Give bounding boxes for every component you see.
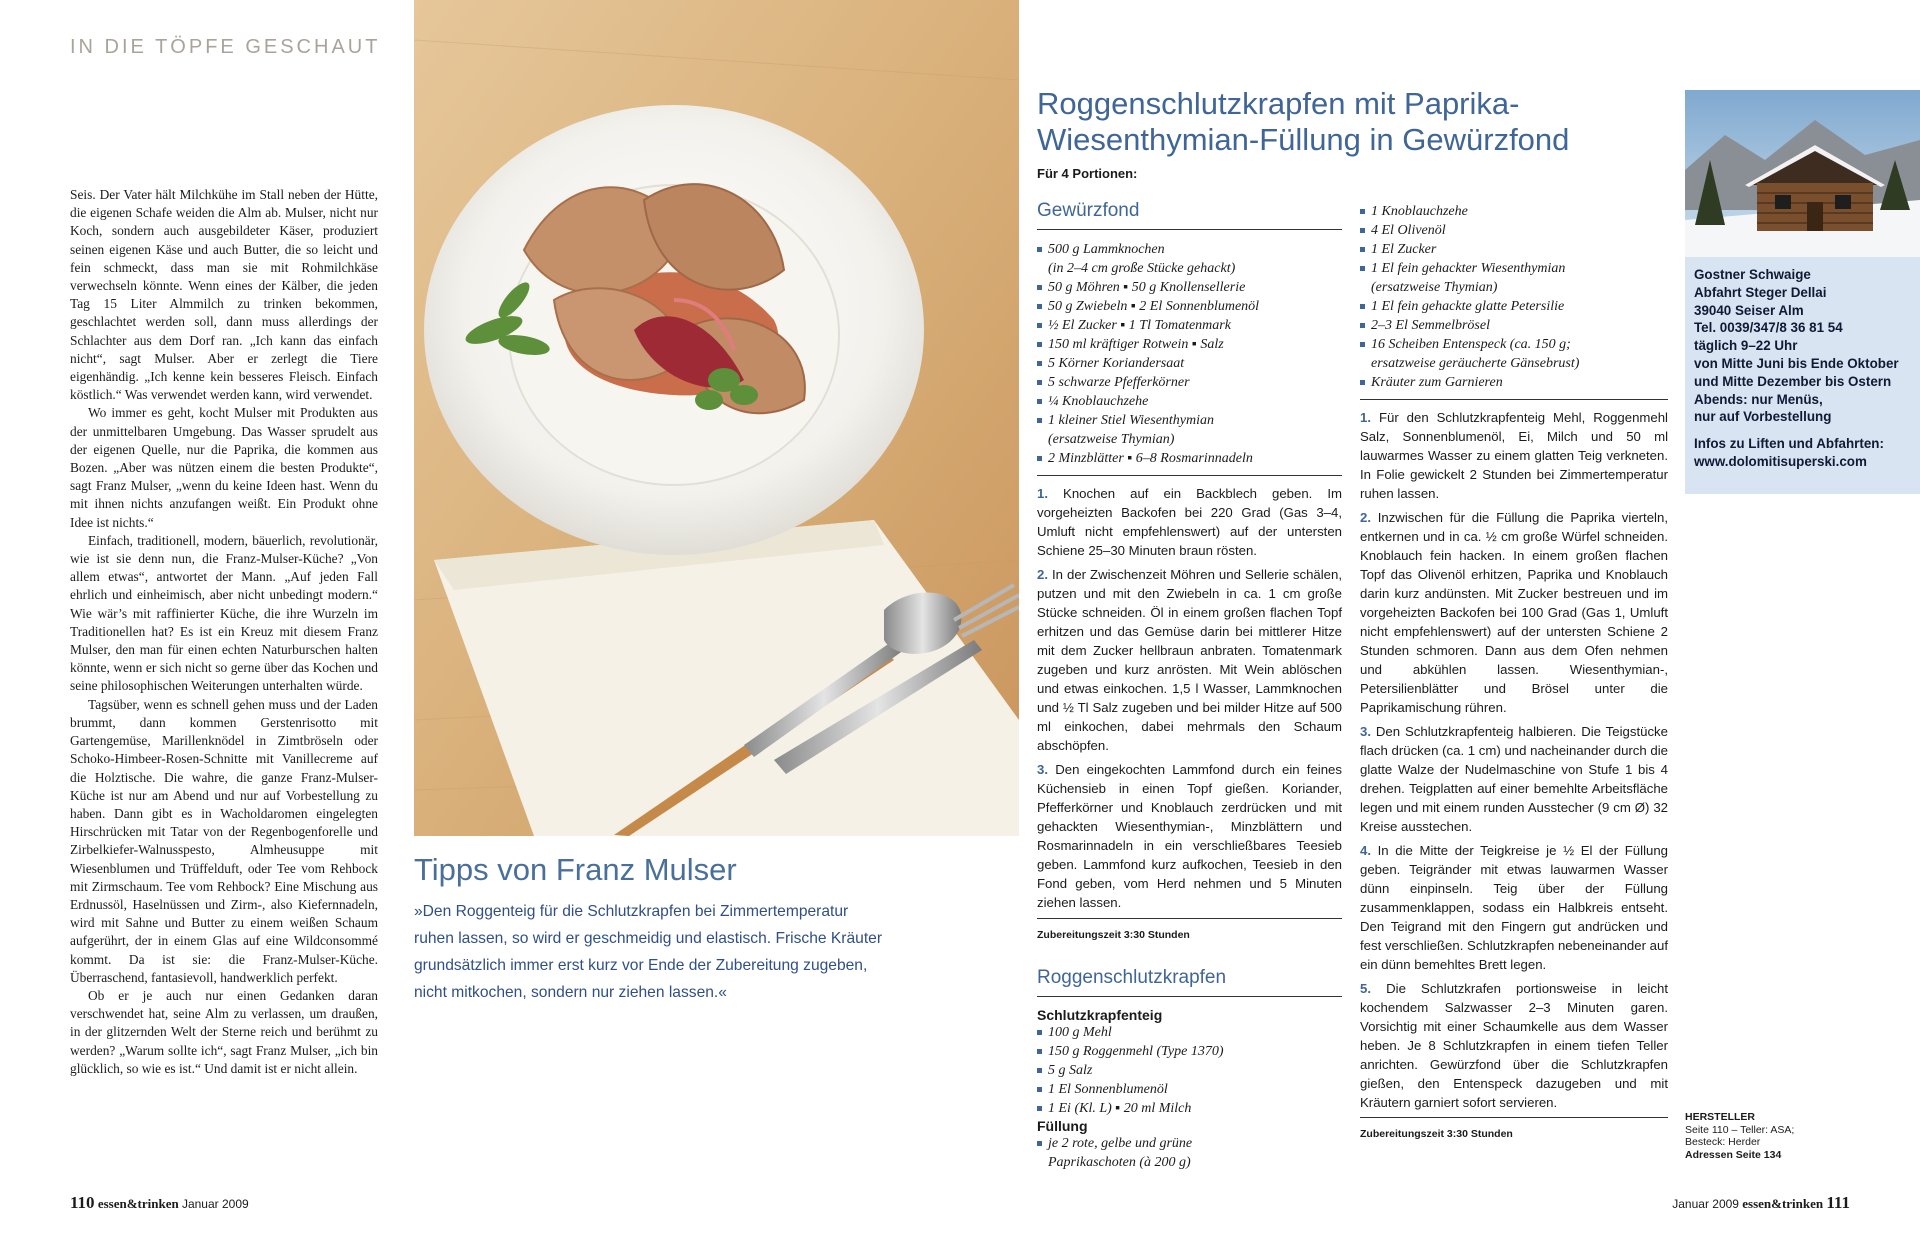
ingredient: 50 g Möhren ▪ 50 g Knollensellerie <box>1037 278 1342 297</box>
info-line: nur auf Vorbestellung <box>1694 409 1832 425</box>
step-number: 2. <box>1037 567 1048 582</box>
divider <box>1037 918 1342 919</box>
ingredient: 1 Ei (Kl. L) ▪ 20 ml Milch <box>1037 1099 1342 1118</box>
info-line: Abfahrt Steger Dellai <box>1694 284 1827 300</box>
credits-line: Besteck: Herder <box>1685 1136 1761 1149</box>
step-text: Die Schlutzkrafen portionsweise in leicht kochendem Salzwasser 2–3 Minuten garen. Vorsichtig mit einer Schaumkelle aus dem Wasser heben. Je 8 Schlutzkrapfen in einem tiefen Teller anrichten. Gewürzfond über die Schlutzkrapfen gießen, den Entenspeck dazugeben und mit Kräutern garniert sofort servieren. <box>1360 981 1668 1110</box>
fond-heading: Gewürzfond <box>1037 200 1140 221</box>
issue-date: Januar 2009 <box>1672 1197 1739 1211</box>
step-text: Den eingekochten Lammfond durch ein feines Küchensieb in einen Topf gießen. Koriander, Pfefferkörner und Knoblauch zerdrücken und mit gehackten Wiesenthymian-, Minzblättern und Rosmarinnadeln in ein verschließbares Teesieb geben. Lammfond kurz aufkochen, Teesieb in den Fond geben, vom Herd nehmen und 5 Minuten ziehen lassen. <box>1037 762 1342 910</box>
step-number: 1. <box>1037 486 1048 501</box>
step <box>1360 979 1668 1112</box>
teig-label: Schlutzkrapfenteig <box>1037 1007 1163 1023</box>
fond-column <box>1037 200 1342 1172</box>
ingredient: 2 Minzblätter ▪ 6–8 Rosmarinnadeln <box>1037 449 1342 468</box>
divider <box>1360 399 1668 400</box>
links-url[interactable]: www.dolomitisuperski.com <box>1694 453 1867 469</box>
recipe-title-line: Roggenschlutzkrapfen mit Paprika- <box>1037 86 1520 121</box>
ingredient: je 2 rote, gelbe und grüne <box>1037 1134 1342 1153</box>
location-info <box>1694 266 1914 471</box>
ingredient: (ersatzweise Thymian) <box>1048 432 1175 447</box>
step-number: 2. <box>1360 510 1371 525</box>
ingredient: 16 Scheiben Entenspeck (ca. 150 g; <box>1360 335 1668 354</box>
tips-quote: »Den Roggenteig für die Schlutzkrapfen bei Zimmertemperatur ruhen lassen, so wird er geschmeidig und elastisch. Frische Kräuter grundsätzlich immer erst kurz vor Ende der Zubereitung zugeben, nicht mitkochen, sondern nur ziehen lassen.« <box>414 903 883 1001</box>
ingredient: ½ El Zucker ▪ 1 Tl Tomatenmark <box>1037 316 1342 335</box>
ingredient: 5 g Salz <box>1037 1061 1342 1080</box>
info-line: täglich 9–22 Uhr <box>1694 338 1798 354</box>
step-number: 3. <box>1360 724 1371 739</box>
story-paragraph: Seis. Der Vater hält Milchkühe im Stall neben der Hütte, die eigenen Schafe weiden die Alm ab. Mulser, nicht nur Koch, sondern auch ausgebildeter Käser, produziert seinen eigenen Käse und auch Butter, die so leicht und fein schmeckt, dass man sie mit Rohmilchkäse verwechseln könnte. Wenn eines der Kälber, die jeden Tag 15 Liter Almmilch zu trinken bekommen, geschlachtet werden soll, dann muss allerdings der Schlachter aus dem Dorf ran. „Ich kann das einfach nicht“, sagt Mulser. Aber er zerlegt die Tiere eigenhändig. „Ich kenne kein besseres Fleisch. Einfach köstlich.“ Was verwendet werden kann, wird verwendet. <box>70 187 378 403</box>
step-number: 5. <box>1360 981 1371 996</box>
ingredient: 5 Körner Koriandersaat <box>1037 354 1342 373</box>
ingredient: 2–3 El Semmelbrösel <box>1360 316 1668 335</box>
recipe-title-line: Wiesenthymian-Füllung in Gewürzfond <box>1037 122 1570 157</box>
step <box>1037 760 1342 912</box>
dish-photo <box>414 0 1019 836</box>
credits-line: Adressen Seite 134 <box>1685 1148 1782 1161</box>
fond-steps <box>1037 484 1342 912</box>
ingredient: 150 ml kräftiger Rotwein ▪ Salz <box>1037 335 1342 354</box>
ingredient: 50 g Zwiebeln ▪ 2 El Sonnenblumenöl <box>1037 297 1342 316</box>
fuellung-ingredient-list <box>1037 1134 1342 1172</box>
links-label: Infos zu Liften und Abfahrten: <box>1694 436 1884 452</box>
magazine-name: essen&trinken <box>1742 1196 1824 1211</box>
ingredient: 1 Knoblauchzehe <box>1360 202 1668 221</box>
credits-line: Seite 110 – Teller: ASA; <box>1685 1123 1795 1136</box>
ingredient: 4 El Olivenöl <box>1360 221 1668 240</box>
ingredient: 500 g Lammknochen <box>1037 240 1342 259</box>
step-text: In die Mitte der Teigkreise je ½ El der Füllung geben. Teigränder mit etwas lauwarmen Wasser dünn einpinseln. Teig über der Füllung zusammenklappen, sodass ein Halbkreis entseht. Den Teigrand mit den Fingern gut andrücken und fest verschließen. Schlutzkrapfen nebeneinander auf ein dünn bemehltes Brett legen. <box>1360 843 1668 972</box>
step-text: Den Schlutzkrapfenteig halbieren. Die Teigstücke flach drücken (ca. 1 cm) und nacheinander durch die glatte Walze der Nudelmaschine von Stufe 1 bis 4 drehen. Teigplatten auf einer bemehlte Arbeitsfläche legen und mit einem runden Ausstecher (9 cm Ø) 32 Kreise ausstechen. <box>1360 724 1668 834</box>
credits-label: HERSTELLER <box>1685 1111 1756 1123</box>
story-text <box>70 186 378 1078</box>
step-number: 3. <box>1037 762 1048 777</box>
tips-title: Tipps von Franz Mulser <box>414 852 737 887</box>
step <box>1360 508 1668 717</box>
divider <box>1360 1117 1668 1118</box>
ingredient: 5 schwarze Pfefferkörner <box>1037 373 1342 392</box>
info-line: 39040 Seiser Alm <box>1694 302 1804 318</box>
fond-ingredient-list <box>1037 240 1342 468</box>
info-line: Gostner Schwaige <box>1694 267 1811 282</box>
story-paragraph: Ob er je auch nur einen Gedanken daran verschwendet hat, seine Alm zu verlassen, um draußen, in der glitzernden Welt der Sterne reich und berühmt zu werden? „Warum sollte ich“, sagt Franz Mulser, „ich bin glücklich, so wie es ist.“ Und damit ist er nicht allein. <box>70 987 378 1076</box>
story-paragraph: Tagsüber, wenn es schnell gehen muss und der Laden brummt, dann kommen Gerstenrisotto mit Gartengemüse, Marillenknödel in Zimtbröseln oder Schoko-Himbeer-Rosen-Schnitte mit Vanillecreme auf die Holztische. Die wahre, die ganze Franz-Mulser-Küche ist nur am Abend und nur auf Vorbestellung zu haben. Dann gibt es in Wacholdaromen eingelegten Hirschrücken mit Tatar von der Regenbogenforelle und Zirbelkiefer-Walnusspesto, Almheusuppe mit Wiesenblumen und Trüffelduft, oder Tee vom Rehbock mit Zirmschaum. Tee vom Rehbock? Eine Mischung aus Erdnussöl, Haselnüssen und Zirm-, also Kiefernnadeln, wird mit Sahne und Butter zu einem weißen Schaum aufgerührt, der in einem Glas auf eine Wildconsommé kommt. Da ist sie: die Franz-Mulser-Küche. Überraschend, fantasievoll, handwerklich perfekt. <box>70 696 378 985</box>
ingredient: 1 El fein gehackter Wiesenthymian <box>1360 259 1668 278</box>
step <box>1037 484 1342 560</box>
fuellung-ingredient-list-continued <box>1360 202 1668 392</box>
step-number: 4. <box>1360 843 1371 858</box>
ingredient: 1 El Zucker <box>1360 240 1668 259</box>
prep-time: Zubereitungszeit 3:30 Stunden <box>1360 1128 1513 1140</box>
ingredient: (ersatzweise Thymian) <box>1371 280 1498 295</box>
page-number: 111 <box>1826 1193 1850 1212</box>
magazine-name: essen&trinken <box>97 1196 179 1211</box>
portions-label: Für 4 Portionen: <box>1037 166 1138 181</box>
ingredient: 1 kleiner Stiel Wiesenthymian <box>1037 411 1342 430</box>
info-line: von Mitte Juni bis Ende Oktober <box>1694 355 1899 371</box>
krapfen-column <box>1360 202 1668 1140</box>
page-number: 110 <box>70 1193 95 1212</box>
right-folio <box>1672 1193 1850 1213</box>
step-text: Knochen auf ein Backblech geben. Im vorgeheizten Backofen bei 220 Grad (Gas 3–4, Umluft nicht empfehlenswert) auf der untersten Schiene 25–30 Minuten braun rösten. <box>1037 486 1342 558</box>
story-paragraph: Wo immer es geht, kocht Mulser mit Produkten aus der unmittelbaren Umgebung. Das Wasser sprudelt aus der eigenen Quelle, nur die Paprika, die kommen aus Bozen. „Aber was nützen einem die besten Produkte“, sagt Franz Mulser, „wenn du keine Ideen hast. Wenn du mit ihnen nichts anzufangen weißt. Ein Produkt ohne Idee ist nichts.“ <box>70 405 378 530</box>
krapfen-steps <box>1360 408 1668 1112</box>
prep-time: Zubereitungszeit 3:30 Stunden <box>1037 929 1190 941</box>
ingredient: Kräuter zum Garnieren <box>1360 373 1668 392</box>
info-line: und Mitte Dezember bis Ostern <box>1694 373 1892 389</box>
step-number: 1. <box>1360 410 1371 425</box>
step <box>1360 408 1668 503</box>
info-line: Abends: nur Menüs, <box>1694 391 1823 407</box>
ingredient: 150 g Roggenmehl (Type 1370) <box>1037 1042 1342 1061</box>
ingredient: (in 2–4 cm große Stücke gehackt) <box>1048 261 1236 276</box>
ingredient: Paprikaschoten (à 200 g) <box>1048 1155 1191 1170</box>
info-line: Tel. 0039/347/8 36 81 54 <box>1694 320 1843 336</box>
divider <box>1037 475 1342 476</box>
recipe-title <box>1037 86 1597 158</box>
step <box>1360 841 1668 974</box>
ingredient: 1 El fein gehackte glatte Petersilie <box>1360 297 1668 316</box>
ingredient: 100 g Mehl <box>1037 1023 1342 1042</box>
story-paragraph: Einfach, traditionell, modern, bäuerlich, revolutionär, wie ist sie denn nun, die Franz-Mulser-Küche? „Von allem etwas“, antwortet der Mann. „Auf jeden Fall ehrlich und einheimisch, aber nicht unbedingt modern.“ Wie wär’s mit raffinierter Küche, die ihre Wurzeln im Traditionellen hat? Es ist ein Kreuz mit diesem Franz Mulser, den man für einen echten Naturburschen halten könnte, wenn er sich nicht so gerne über das Kochen und seine philosophischen Weiterungen unterhalten würde. <box>70 532 378 694</box>
manufacturer-credits <box>1685 1111 1815 1161</box>
fuellung-label: Füllung <box>1037 1118 1088 1134</box>
issue-date: Januar 2009 <box>181 1197 249 1211</box>
step-text: Für den Schlutzkrapfenteig Mehl, Roggenmehl Salz, Sonnenblumenöl, Ei, Milch und 50 ml lauwarmes Wasser zu einem glatten Teig verkneten. In Folie gewickelt 2 Stunden bei Zimmertemperatur ruhen lassen. <box>1360 410 1668 501</box>
krapfen-heading: Roggenschlutzkrapfen <box>1037 967 1227 988</box>
step-text: In der Zwischenzeit Möhren und Sellerie schälen, putzen und mit den Zwiebeln in ca. 1 cm große Stücke schneiden. Öl in einem großen flachen Topf erhitzen und das Gemüse darin bei mittlerer Hitze mit dem Zucker hellbraun anbraten. Tomatenmark zugeben und kurz anrösten. Mit Wein ablöschen und etwas einkochen. 1,5 l Wasser, Lammknochen und ½ Tl Salz zugeben und bei milder Hitze auf 500 ml einkochen, dabei mehrmals den Schaum abschöpfen. <box>1037 567 1343 753</box>
left-folio <box>70 1193 249 1213</box>
ingredient: ¼ Knoblauchzehe <box>1037 392 1342 411</box>
divider <box>1037 996 1342 997</box>
step <box>1360 722 1668 836</box>
ingredient: 1 El Sonnenblumenöl <box>1037 1080 1342 1099</box>
section-tag: IN DIE TÖPFE GESCHAUT <box>70 36 381 58</box>
divider <box>1037 229 1342 230</box>
step-text: Inzwischen für die Füllung die Paprika vierteln, entkernen und in ca. ½ cm große Würfel schneiden. Knoblauch fein hacken. In einem großen flachen Topf das Olivenöl erhitzen, Paprika und Knoblauch darin kurz andünsten. Mit Zucker bestreuen und im vorgeheizten Backofen bei 100 Grad (Gas 1, Umluft nicht empfehlenswert) auf der untersten Schiene 2 Stunden schmoren. Dann aus dem Ofen nehmen und abkühlen lassen. Wiesenthymian-, Petersilienblätter und Brösel unter die Paprikamischung rühren. <box>1360 510 1668 715</box>
ingredient: ersatzweise geräucherte Gänsebrust) <box>1371 356 1580 371</box>
step <box>1037 565 1342 755</box>
teig-ingredient-list <box>1037 1023 1342 1118</box>
alpine-hut-photo <box>1685 90 1920 257</box>
